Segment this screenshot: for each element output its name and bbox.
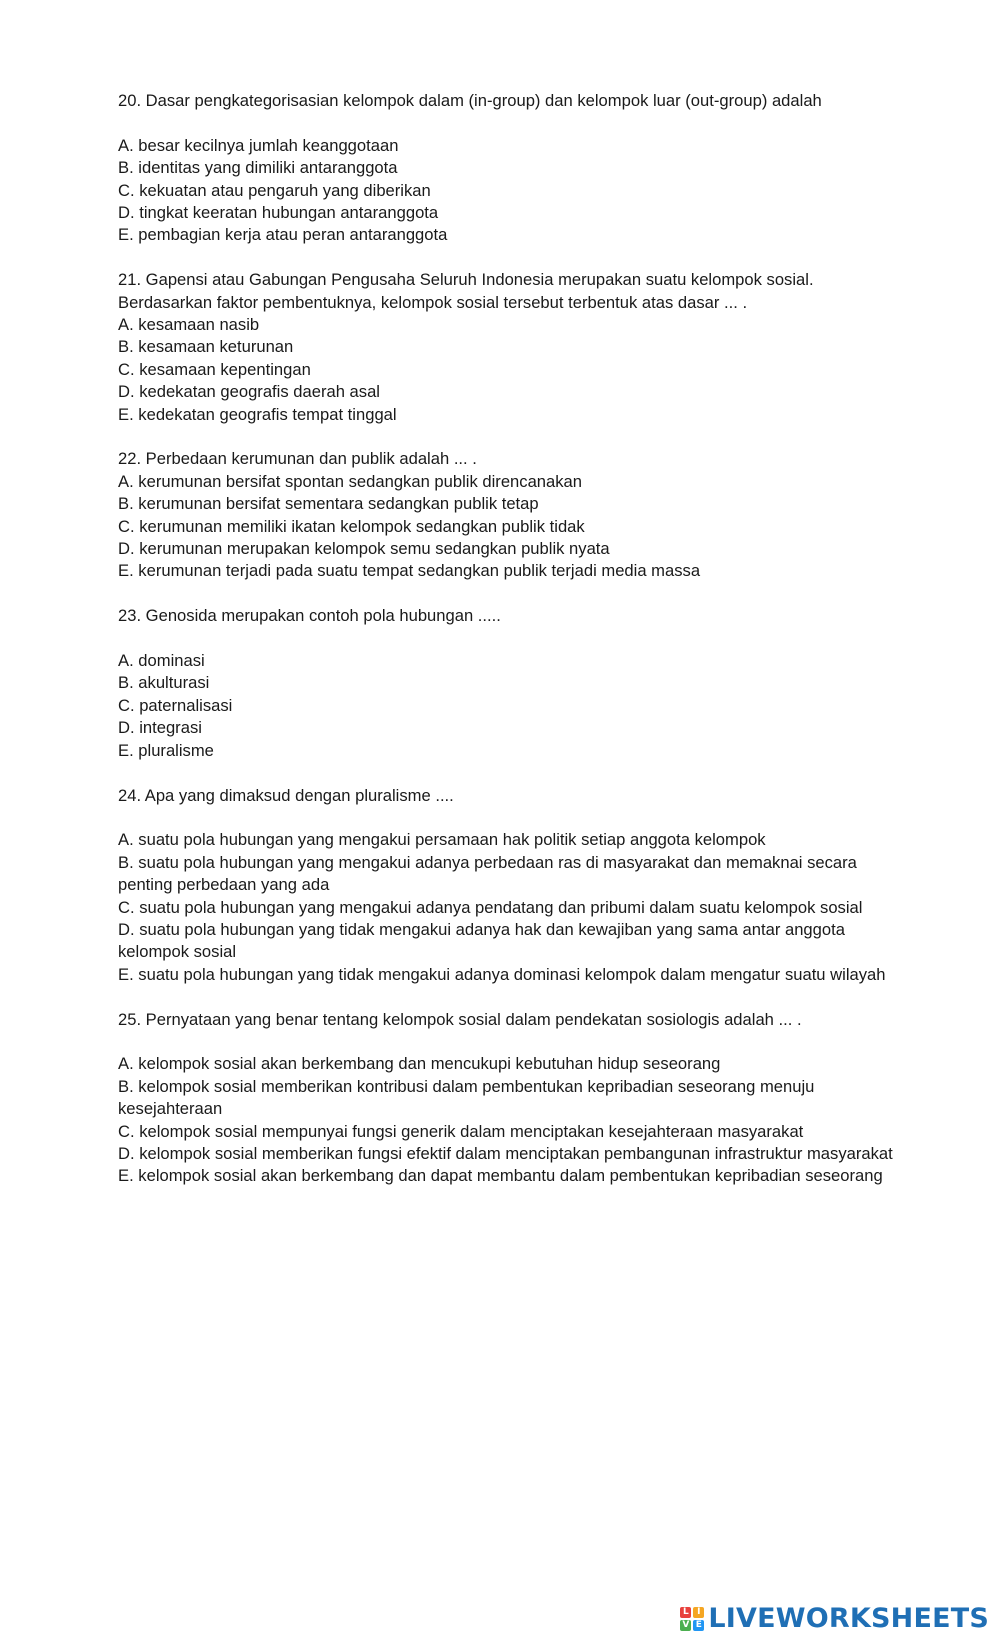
answer-option: C. paternalisasi [118,695,233,715]
logo-text: LIVEWORKSHEETS [708,1603,989,1634]
answer-option: E. suatu pola hubungan yang tidak mengakui adanya dominasi kelompok dalam mengatur suatu wilayah [118,964,886,984]
answer-option: D. kerumunan merupakan kelompok semu sedangkan publik nyata [118,539,610,559]
answer-option: B. akulturasi [118,673,210,693]
question-21 [118,269,898,426]
logo-grid-icon [680,1607,704,1631]
question-25 [118,1009,898,1188]
question-24 [118,785,898,987]
answer-option: C. kesamaan kepentingan [118,359,311,379]
question-23 [118,605,898,762]
answer-option: B. kerumunan bersifat sementara sedangkan publik tetap [118,494,539,514]
answer-option: C. kekuatan atau pengaruh yang diberikan [118,180,431,200]
answer-option: B. identitas yang dimiliki antaranggota [118,158,398,178]
answer-option: A. dominasi [118,651,205,671]
question-stem: 23. Genosida merupakan contoh pola hubungan ..... [118,606,501,626]
answer-option: D. kelompok sosial memberikan fungsi efektif dalam menciptakan pembangunan infrastruktur masyarakat [118,1143,893,1163]
answer-option: D. tingkat keeratan hubungan antaranggota [118,203,439,223]
answer-option: A. suatu pola hubungan yang mengakui persamaan hak politik setiap anggota kelompok [118,830,766,850]
answer-option: D. kedekatan geografis daerah asal [118,382,380,402]
logo-cell: E [693,1620,704,1631]
question-stem: 22. Perbedaan kerumunan dan publik adalah ... . [118,449,477,469]
answer-option: C. suatu pola hubungan yang mengakui adanya pendatang dan pribumi dalam suatu kelompok sosial [118,897,863,917]
answer-option: A. kerumunan bersifat spontan sedangkan publik direncanakan [118,471,583,491]
question-stem: 24. Apa yang dimaksud dengan pluralisme .... [118,785,454,805]
answer-option: D. integrasi [118,718,202,738]
answer-option: B. kesamaan keturunan [118,337,294,357]
answer-option: A. besar kecilnya jumlah keanggotaan [118,135,399,155]
liveworksheets-logo [680,1603,989,1634]
answer-option: B. kelompok sosial memberikan kontribusi dalam pembentukan kepribadian seseorang menuju kesejahteraan [118,1076,815,1119]
answer-option: E. pembagian kerja atau peran antaranggota [118,225,448,245]
worksheet-page [118,90,898,1210]
answer-option: A. kesamaan nasib [118,315,260,335]
answer-option: E. kerumunan terjadi pada suatu tempat sedangkan publik terjadi media massa [118,561,701,581]
answer-option: E. kedekatan geografis tempat tinggal [118,404,397,424]
answer-option: A. kelompok sosial akan berkembang dan mencukupi kebutuhan hidup seseorang [118,1054,721,1074]
logo-cell: L [680,1607,691,1618]
question-stem: 20. Dasar pengkategorisasian kelompok dalam (in-group) dan kelompok luar (out-group) adalah [118,91,822,110]
question-20 [118,90,898,247]
answer-option: E. kelompok sosial akan berkembang dan dapat membantu dalam pembentukan kepribadian seseorang [118,1166,883,1186]
answer-option: C. kerumunan memiliki ikatan kelompok sedangkan publik tidak [118,516,585,536]
logo-cell: V [680,1620,691,1631]
logo-cell: I [693,1607,704,1618]
question-22 [118,448,898,582]
answer-option: C. kelompok sosial mempunyai fungsi generik dalam menciptakan kesejahteraan masyarakat [118,1121,804,1141]
answer-option: B. suatu pola hubungan yang mengakui adanya perbedaan ras di masyarakat dan memaknai secara penting perbedaan yang ada [118,852,857,895]
question-stem: 25. Pernyataan yang benar tentang kelompok sosial dalam pendekatan sosiologis adalah ... . [118,1009,802,1029]
answer-option: E. pluralisme [118,740,214,760]
answer-option: D. suatu pola hubungan yang tidak mengakui adanya hak dan kewajiban yang sama antar anggota kelompok sosial [118,919,845,962]
question-stem: 21. Gapensi atau Gabungan Pengusaha Seluruh Indonesia merupakan suatu kelompok sosial. Berdasarkan faktor pembentuknya, kelompok sosial tersebut terbentuk atas dasar ... . [118,270,814,312]
